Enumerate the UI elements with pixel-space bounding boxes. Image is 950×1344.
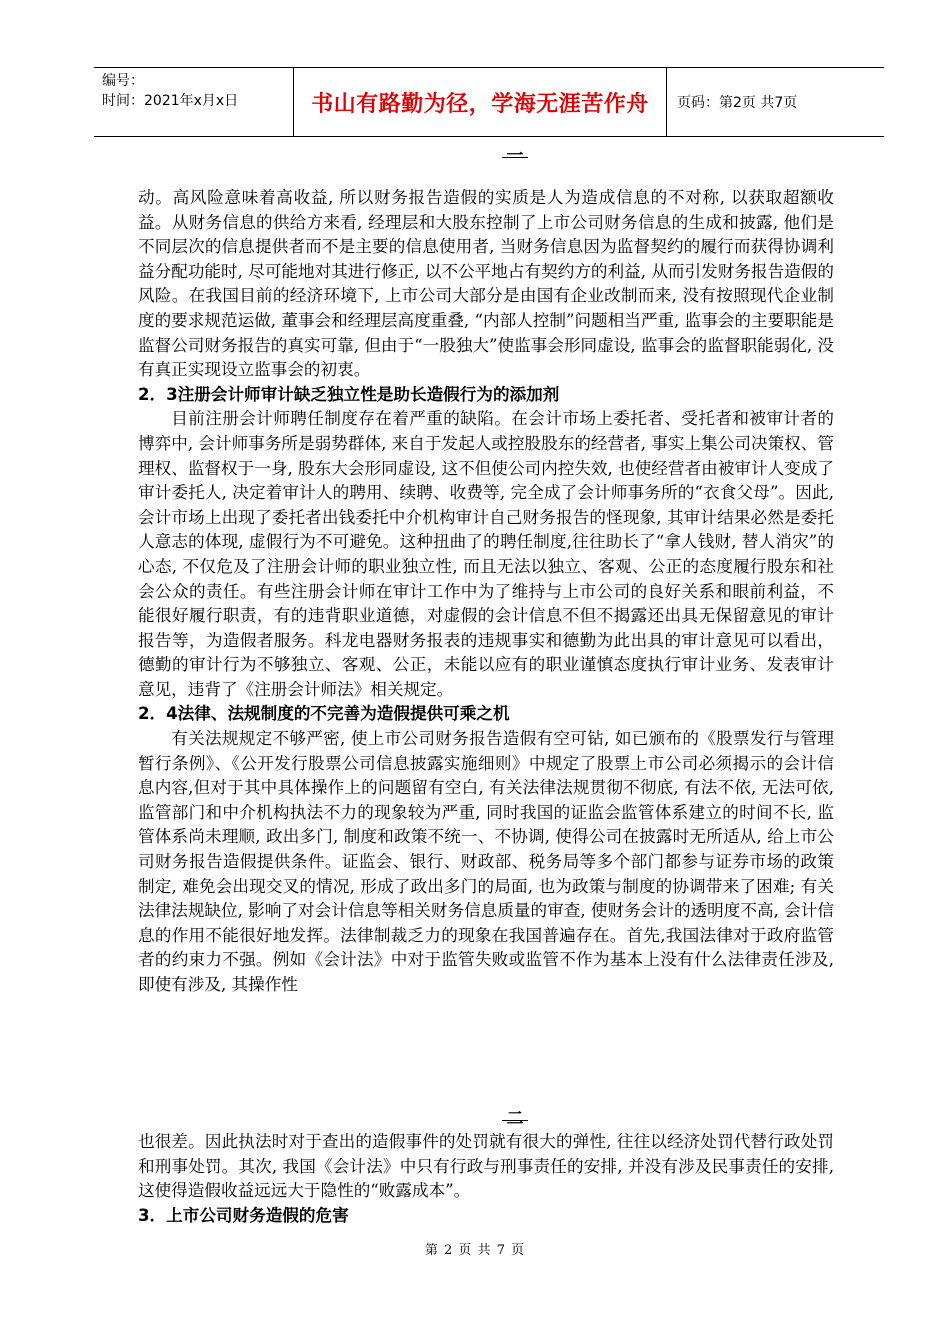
- number-label: 编号：: [102, 73, 144, 89]
- motto-text: 书山有路勤为径，学海无涯苦作舟: [311, 91, 649, 117]
- page-footer: 第 2 页 共 7 页: [424, 1243, 526, 1258]
- header-meta-cell: [94, 68, 294, 136]
- paragraph-audit-independence: 目前注册会计师聘任制度存在着严重的缺陷。在会计市场上委托者、受托者和被审计者的博弈中, 会计师事务所是弱势群体, 来自于发起人或控股股东的经营者, 事实上集公司决策权、管理权、监督权于一身, 股东大会形同虚设, 这不但使公司内控失效, 也使经营者由被审计人变成了审计委托人, 决定着审计人的聘用、续聘、收费等, 完全成了会计师事务所的“衣食父母”。因此, 会计市场上出现了委托者出钱委托中介机构审计自己财务报告的怪现象, 其审计结果必然是委托人意志的体现, 虚假行为不可避免。这种扭曲了的聘任制度,往往助长了“拿人钱财, 替人消灾”的心态, 不仅危及了注册会计师的职业独立性, 而且无法以独立、客观、公正的态度履行股东和社会公众的责任。有些注册会计师在审计工作中为了维持与上市公司的良好关系和眼前利益，不能很好履行职责，有的违背职业道德，对虚假的会计信息不但不揭露还出具无保留意见的审计报告等，为造假者服务。科龙电器财务报表的违规事实和德勤为此出具的审计意见可以看出，德勤的审计行为不够独立、客观、公正，未能以应有的职业谨慎态度执行审计业务、发表审计意见，违背了《注册会计师法》相关规定。: [138, 409, 834, 699]
- page-code-cell: [667, 68, 884, 136]
- page-code-text: 页码：第2页 共7页: [677, 95, 798, 111]
- heading-2-3: 2．3注册会计师审计缺乏独立性是助长造假行为的添加剂: [138, 384, 560, 404]
- content-block-main: [138, 186, 834, 998]
- section-mark-one: 一: [495, 141, 535, 158]
- paragraph-continuation: 动。高风险意味着高收益, 所以财务报告造假的实质是人为造成信息的不对称, 以获取超额收益。从财务信息的供给方来看, 经理层和大股东控制了上市公司财务信息的生成和披露, 他们是不同层次的信息提供者而不是主要的信息使用者, 当财务信息因为监督契约的履行而获得协调利益分配功能时, 尽可能地对其进行修正, 以不公平地占有契约方的利益, 从而引发财务报告造假的风险。在我国目前的经济环境下, 上市公司大部分是由国有企业改制而来, 没有按照现代企业制度的要求规范运做, 董事会和经理层高度重叠, “内部人控制”问题相当严重, 监事会的主要职能是监督公司财务报告的真实可靠, 但由于“一股独大”使监事会形同虚设, 监事会的监督职能弱化, 没有真正实现设立监事会的初衷。: [138, 188, 834, 380]
- heading-3: 3．上市公司财务造假的危害: [138, 1205, 349, 1225]
- paragraph-legal-system: 有关法规规定不够严密, 使上市公司财务报告造假有空可钻, 如已颁布的《股票发行与管理暂行条例》、《公开发行股票公司信息披露实施细则》中规定了股票上市公司必须揭示的会计信息内容,但对于其中具体操作上的问题留有空白, 有关法律法规贯彻不彻底, 有法不依, 无法可依, 监管部门和中介机构执法不力的现象较为严重, 同时我国的证监会监管体系建立的时间不长, 监管体系尚未理顺, 政出多门, 制度和政策不统一、不协调, 使得公司在披露时无所适从, 给上市公司财务报告造假提供条件。证监会、银行、财政部、税务局等多个部门都参与证券市场的政策制定, 难免会出现交叉的情况, 形成了政出多门的局面, 也为政策与制度的协调带来了困难; 有关法律法规缺位, 影响了对会计信息等相关财务信息质量的审查, 使财务会计的透明度不高, 会计信息的作用不能很好地发挥。法律制裁乏力的现象在我国普遍存在。首先,我国法律对于政府监管者的约束力不强。例如《会计法》中对于监管失败或监管不作为基本上没有什么法律责任涉及, 即使有涉及, 其操作性: [138, 729, 834, 994]
- time-label: 时间：2021年x月x日: [102, 93, 239, 109]
- motto-cell: [294, 68, 667, 136]
- section-mark-two: 二: [495, 1104, 535, 1121]
- document-header: [94, 67, 884, 137]
- heading-2-4: 2．4法律、法规制度的不完善为造假提供可乘之机: [138, 704, 510, 724]
- content-block-second: [138, 1130, 834, 1228]
- paragraph-enforcement: 也很差。因此执法时对于查出的造假事件的处罚就有很大的弹性, 往往以经济处罚代替行政处罚和刑事处罚。其次, 我国《会计法》中只有行政与刑事责任的安排, 并没有涉及民事责任的安排, 这使得造假收益远远大于隐性的“败露成本”。: [138, 1132, 834, 1201]
